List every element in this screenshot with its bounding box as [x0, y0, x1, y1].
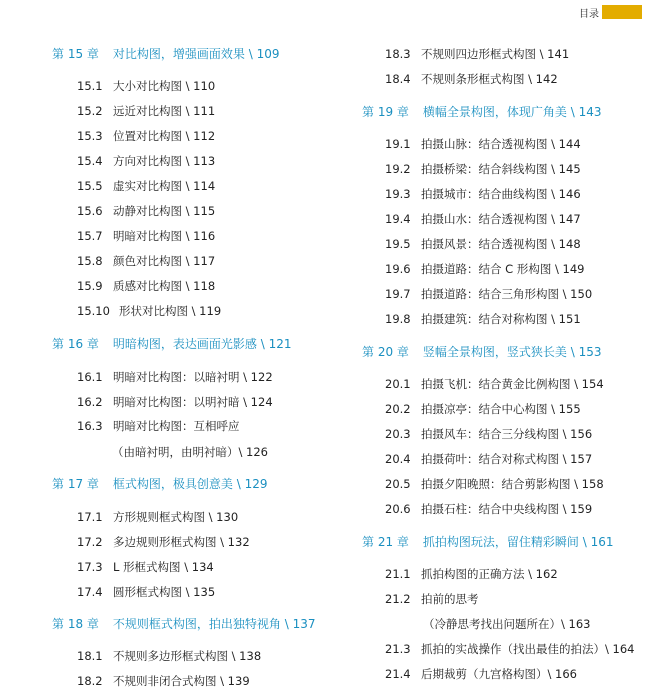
toc-entry[interactable]: [77, 253, 215, 269]
toc-title: 明暗对比构图 \ 116: [113, 229, 216, 243]
toc-entry[interactable]: [385, 211, 581, 227]
toc-entry[interactable]: [385, 136, 581, 152]
toc-entry[interactable]: [77, 369, 273, 385]
toc-title: 拍摄夕阳晚照：结合剪影构图 \ 158: [421, 477, 604, 491]
toc-entry[interactable]: [385, 641, 634, 657]
toc-number: 第 15 章: [52, 47, 99, 61]
toc-entry[interactable]: [77, 278, 215, 294]
toc-entry[interactable]: [385, 451, 592, 467]
toc-entry[interactable]: [423, 616, 590, 632]
toc-chapter[interactable]: [362, 104, 601, 120]
header-accent-bar: [602, 5, 642, 19]
toc-number: 19.7: [385, 287, 411, 301]
toc-title: 拍摄桥梁：结合斜线构图 \ 145: [421, 162, 581, 176]
header-label: 目录: [579, 8, 599, 20]
toc-title: L 形框式构图 \ 134: [113, 560, 214, 574]
toc-title: 不规则非闭合式构图 \ 139: [113, 674, 250, 688]
toc-chapter[interactable]: [52, 46, 279, 62]
toc-title: 对比构图，增强画面效果 \ 109: [112, 47, 280, 61]
toc-number: 19.6: [385, 262, 411, 276]
toc-number: 15.8: [77, 254, 103, 268]
toc-title: 拍摄风车：结合三分线构图 \ 156: [421, 427, 593, 441]
toc-entry[interactable]: [77, 673, 250, 689]
toc-chapter[interactable]: [362, 344, 601, 360]
toc-number: 第 21 章: [362, 535, 409, 549]
toc-title: 明暗对比构图：互相呼应: [113, 419, 240, 433]
toc-number: 18.1: [77, 649, 103, 663]
toc-entry[interactable]: [77, 303, 221, 319]
toc-title: 拍摄山水：结合透视构图 \ 147: [421, 212, 581, 226]
toc-title: 圆形框式构图 \ 135: [113, 585, 216, 599]
toc-entry[interactable]: [77, 178, 215, 194]
toc-number: 21.1: [385, 567, 411, 581]
toc-number: 17.3: [77, 560, 103, 574]
toc-entry[interactable]: [77, 394, 273, 410]
toc-entry[interactable]: [77, 509, 238, 525]
toc-title: （由暗衬明，由明衬暗）\ 126: [112, 445, 268, 459]
toc-number: 15.6: [77, 204, 103, 218]
toc-number: 20.2: [385, 402, 411, 416]
toc-title: 大小对比构图 \ 110: [113, 79, 216, 93]
toc-number: 19.8: [385, 312, 411, 326]
toc-title: 方向对比构图 \ 113: [113, 154, 216, 168]
toc-number: 15.5: [77, 179, 103, 193]
toc-number: 16.3: [77, 419, 103, 433]
toc-entry[interactable]: [77, 584, 215, 600]
toc-title: 不规则多边形框式构图 \ 138: [113, 649, 262, 663]
toc-entry[interactable]: [77, 203, 215, 219]
toc-entry[interactable]: [385, 566, 558, 582]
toc-entry[interactable]: [77, 418, 240, 434]
toc-title: 方形规则框式构图 \ 130: [113, 510, 239, 524]
toc-number: 19.3: [385, 187, 411, 201]
toc-number: 第 20 章: [362, 345, 409, 359]
toc-number: 21.4: [385, 667, 411, 681]
toc-entry[interactable]: [77, 648, 261, 664]
toc-entry[interactable]: [385, 186, 581, 202]
page-header: [579, 4, 642, 20]
toc-title: 拍摄建筑：结合对称构图 \ 151: [421, 312, 581, 326]
toc-number: 20.6: [385, 502, 411, 516]
toc-title: 拍前的思考: [421, 592, 479, 606]
toc-number: 15.4: [77, 154, 103, 168]
toc-number: 16.2: [77, 395, 103, 409]
toc-title: 拍摄道路：结合 C 形构图 \ 149: [421, 262, 585, 276]
toc-entry[interactable]: [385, 161, 581, 177]
toc-chapter[interactable]: [362, 534, 613, 550]
toc-title: 拍摄飞机：结合黄金比例构图 \ 154: [421, 377, 604, 391]
toc-number: 15.10: [77, 304, 110, 318]
toc-entry[interactable]: [77, 228, 215, 244]
toc-number: 15.2: [77, 104, 103, 118]
toc-number: 19.5: [385, 237, 411, 251]
toc-number: 19.2: [385, 162, 411, 176]
toc-title: 拍摄风景：结合透视构图 \ 148: [421, 237, 581, 251]
toc-title: 颜色对比构图 \ 117: [113, 254, 216, 268]
toc-entry[interactable]: [77, 153, 215, 169]
toc-entry[interactable]: [385, 46, 569, 62]
toc-number: 15.3: [77, 129, 103, 143]
toc-title: 拍摄石柱：结合中央线构图 \ 159: [421, 502, 593, 516]
toc-entry[interactable]: [385, 501, 592, 517]
toc-number: 20.1: [385, 377, 411, 391]
toc-number: 第 16 章: [52, 337, 99, 351]
toc-title: 不规则四边形框式构图 \ 141: [421, 47, 570, 61]
toc-title: 拍摄凉亭：结合中心构图 \ 155: [421, 402, 581, 416]
toc-title: 质感对比构图 \ 118: [113, 279, 216, 293]
toc-entry[interactable]: [385, 401, 581, 417]
toc-number: 20.3: [385, 427, 411, 441]
toc-title: 明暗对比构图：以暗衬明 \ 122: [113, 370, 273, 384]
toc-number: 15.7: [77, 229, 103, 243]
toc-chapter[interactable]: [52, 616, 315, 632]
toc-number: 第 19 章: [362, 105, 409, 119]
toc-number: 18.4: [385, 72, 411, 86]
toc-entry[interactable]: [385, 666, 577, 682]
toc-entry[interactable]: [385, 311, 581, 327]
toc-entry[interactable]: [112, 444, 268, 460]
toc-number: 第 17 章: [52, 477, 99, 491]
toc-title: 抓拍构图玩法，留住精彩瞬间 \ 161: [422, 535, 614, 549]
toc-title: 明暗对比构图：以明衬暗 \ 124: [113, 395, 273, 409]
toc-title: 拍摄山脉：结合透视构图 \ 144: [421, 137, 581, 151]
toc-entry[interactable]: [385, 236, 581, 252]
toc-title: 明暗构图，表达画面光影感 \ 121: [112, 337, 292, 351]
toc-number: 15.1: [77, 79, 103, 93]
toc-number: 21.3: [385, 642, 411, 656]
toc-entry[interactable]: [77, 78, 215, 94]
toc-title: 形状对比构图 \ 119: [119, 304, 222, 318]
toc-number: 第 18 章: [52, 617, 99, 631]
toc-number: 17.1: [77, 510, 103, 524]
toc-title: 位置对比构图 \ 112: [113, 129, 216, 143]
toc-number: 17.2: [77, 535, 103, 549]
toc-entry[interactable]: [385, 426, 592, 442]
toc-number: 16.1: [77, 370, 103, 384]
toc-title: 拍摄城市：结合曲线构图 \ 146: [421, 187, 581, 201]
toc-chapter[interactable]: [52, 476, 267, 492]
toc-title: 不规则框式构图，拍出独特视角 \ 137: [112, 617, 316, 631]
toc-entry[interactable]: [77, 559, 214, 575]
toc-entry[interactable]: [385, 71, 558, 87]
toc-number: 17.4: [77, 585, 103, 599]
toc-number: 21.2: [385, 592, 411, 606]
toc-entry[interactable]: [385, 476, 604, 492]
toc-entry[interactable]: [385, 286, 592, 302]
toc-title: 多边规则形框式构图 \ 132: [113, 535, 250, 549]
toc-number: 20.5: [385, 477, 411, 491]
toc-title: （冷静思考找出问题所在）\ 163: [423, 617, 591, 631]
toc-entry[interactable]: [385, 591, 479, 607]
toc-title: 不规则条形框式构图 \ 142: [421, 72, 558, 86]
toc-entry[interactable]: [77, 128, 215, 144]
toc-number: 18.2: [77, 674, 103, 688]
toc-title: 后期裁剪（九宫格构图）\ 166: [421, 667, 577, 681]
toc-title: 拍摄荷叶：结合对称式构图 \ 157: [421, 452, 593, 466]
toc-entry[interactable]: [77, 103, 215, 119]
toc-number: 18.3: [385, 47, 411, 61]
toc-title: 竖幅全景构图，竖式狭长美 \ 153: [422, 345, 602, 359]
toc-number: 15.9: [77, 279, 103, 293]
toc-title: 横幅全景构图，体现广角美 \ 143: [422, 105, 602, 119]
toc-title: 拍摄道路：结合三角形构图 \ 150: [421, 287, 593, 301]
toc-title: 动静对比构图 \ 115: [113, 204, 216, 218]
toc-title: 远近对比构图 \ 111: [113, 104, 216, 118]
toc-title: 虚实对比构图 \ 114: [113, 179, 216, 193]
toc-number: 19.1: [385, 137, 411, 151]
toc-entry[interactable]: [385, 376, 604, 392]
toc-number: 20.4: [385, 452, 411, 466]
toc-number: 19.4: [385, 212, 411, 226]
toc-entry[interactable]: [385, 261, 584, 277]
toc-chapter[interactable]: [52, 336, 291, 352]
toc-title: 抓拍构图的正确方法 \ 162: [421, 567, 558, 581]
toc-entry[interactable]: [77, 534, 250, 550]
toc-title: 框式构图，极具创意美 \ 129: [112, 477, 268, 491]
toc-title: 抓拍的实战操作（找出最佳的拍法）\ 164: [421, 642, 635, 656]
